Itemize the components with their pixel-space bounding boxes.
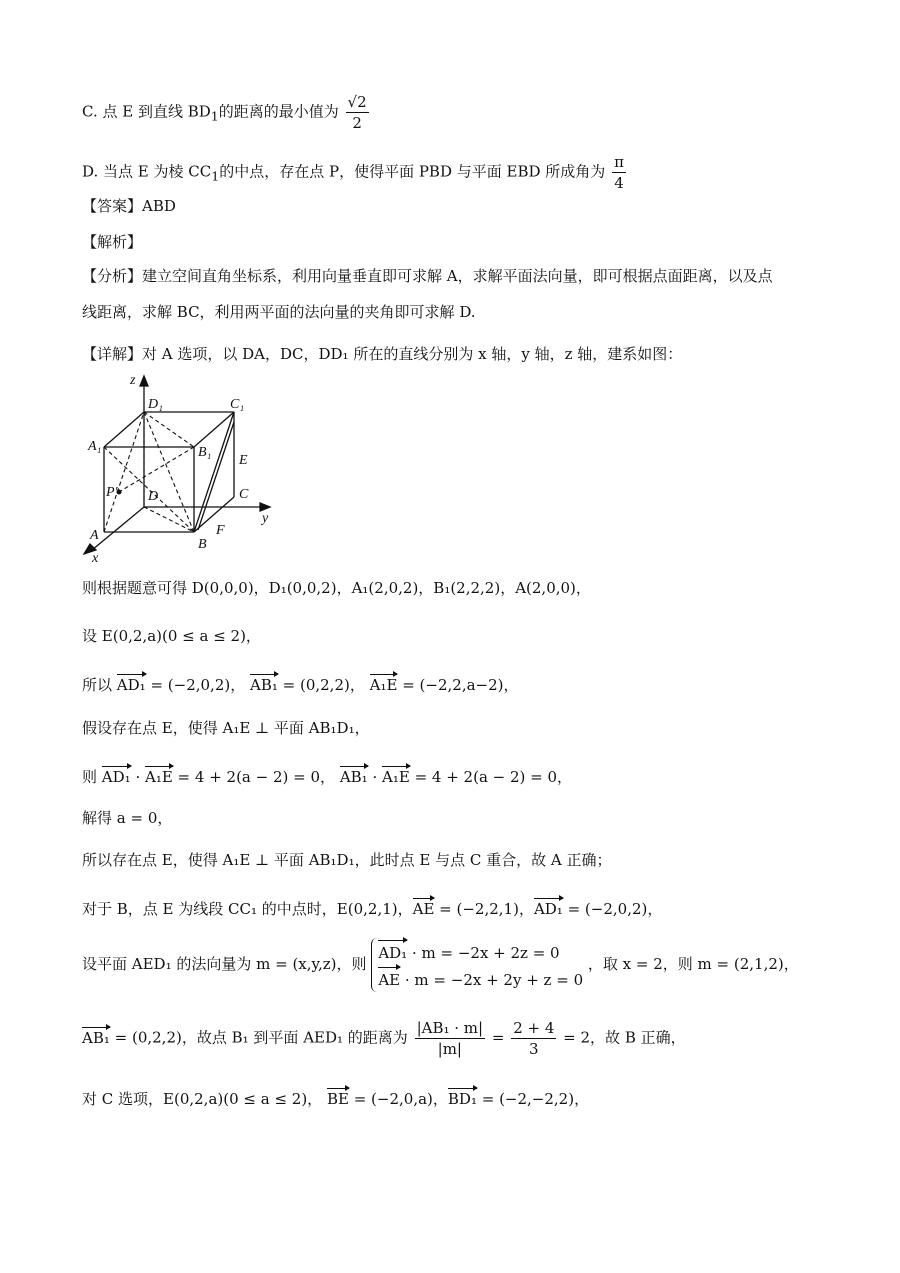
label-x: x [92, 551, 99, 562]
equation-1 [378, 938, 583, 965]
solve-line: 解得 a = 0， [82, 809, 173, 827]
cube-figure [74, 372, 284, 562]
label-A: A [90, 528, 99, 543]
assume-line: 假设存在点 E，使得 A₁E ⊥ 平面 AB₁D₁， [82, 719, 370, 737]
frac-den: 2 [352, 114, 362, 132]
vector-BD1-value: = (−2,−2,2)， [476, 1090, 590, 1108]
x-axis-line [92, 507, 144, 550]
vector-AD1-value: = (−2,0,2)， [562, 900, 663, 918]
conclusion-a-line: 所以存在点 E，使得 A₁E ⊥ 平面 AB₁D₁，此时点 E 与点 C 重合，故 A 正确； [82, 851, 612, 869]
vector-AE: AE [413, 896, 435, 919]
for-b-prefix: 对于 B，点 E 为线段 CC₁ 的中点时，E(0,2,1)， [82, 900, 413, 918]
normal-prefix: 设平面 AED₁ 的法向量为 m = (x,y,z)，则 [82, 955, 367, 973]
normal-vector-line [82, 938, 799, 992]
distance-prefix: = (0,2,2)，故点 B₁ 到平面 AED₁ 的距离为 [109, 1028, 408, 1047]
for-c-line [82, 1086, 589, 1109]
label-D1: D₁ [148, 397, 163, 412]
vector-AD1: AD₁ [102, 764, 131, 787]
vector-A1E-value: = (−2,2,a−2)， [397, 676, 519, 694]
eq2-text: · m = −2x + 2y + z = 0 [400, 971, 584, 989]
set-e-line: 设 E(0,2,a)(0 ≤ a ≤ 2)， [82, 627, 261, 645]
answer-line: 【答案】ABD [82, 197, 176, 215]
option-c-text: C. 点 E 到直线 BD [82, 102, 211, 121]
coords-line: 则根据题意可得 D(0,0,0)，D₁(0,0,2)，A₁(2,0,2)，B₁(2,2,2)，A(2,0,0)， [82, 579, 591, 597]
vector-AE-value: = (−2,2,1)， [434, 900, 534, 918]
dash-B1P [119, 447, 194, 492]
vector-AB1: AB₁ [340, 764, 368, 787]
option-d-text-2: 的中点，存在点 P，使得平面 PBD 与平面 EBD 所成角为 [219, 162, 606, 181]
distance-fraction [415, 1018, 486, 1059]
vectors-prefix: 所以 [82, 676, 113, 694]
vector-AB1: AB₁ [82, 1025, 110, 1048]
vector-AE: AE [378, 965, 400, 992]
vector-BD1: BD₁ [448, 1086, 477, 1109]
vector-BE: BE [327, 1086, 349, 1109]
label-z: z [130, 373, 136, 388]
frac-num: 2 + 4 [513, 1019, 555, 1037]
fenxi-line-2: 线距离，求解 BC，利用两平面的法向量的夹角即可求解 D. [82, 303, 476, 321]
vector-AD1: AD₁ [378, 938, 407, 965]
label-D: D [148, 489, 159, 504]
frac-num: |AB₁ · m| [416, 1019, 484, 1037]
label-C1: C₁ [230, 397, 245, 412]
frac-den: 3 [529, 1040, 539, 1058]
vector-BE-value: = (−2,0,a)， [348, 1090, 448, 1108]
vector-AB1: AB₁ [250, 672, 278, 695]
for-c-prefix: 对 C 选项，E(0,2,a)(0 ≤ a ≤ 2)， [82, 1090, 323, 1108]
distance-post: = 2，故 B 正确， [558, 1028, 686, 1047]
frac-den: |m| [437, 1040, 462, 1058]
fraction-sqrt2-over-2 [346, 92, 369, 133]
vector-A1E: A₁E [370, 672, 398, 695]
label-B: B [198, 537, 207, 552]
distance-line [82, 1018, 686, 1059]
equation-2 [378, 965, 583, 992]
option-d-text: D. 当点 E 为棱 CC [82, 162, 212, 181]
for-b-line [82, 896, 662, 919]
label-P: P′ [106, 485, 118, 500]
xiangjie-line: 【详解】对 A 选项，以 DA，DC，DD₁ 所在的直线分别为 x 轴，y 轴，z 轴，建系如图： [82, 345, 683, 363]
y-axis-arrow [260, 503, 270, 511]
frac-den: 4 [614, 174, 624, 192]
vector-AD1-value: = (−2,0,2)， [145, 676, 246, 694]
equation-system [371, 938, 583, 992]
equals: = [487, 1028, 510, 1047]
option-d: D. 当点 E 为棱 $CC_1$的中点，存在点 P，使得平面 PBD 与平面 EBD 所成角为 $\frac{\pi}{4}$ [82, 153, 624, 192]
distance-fraction-2 [511, 1018, 556, 1059]
analysis-heading: 【解析】 [82, 233, 143, 251]
eq1-text: · m = −2x + 2z = 0 [407, 944, 560, 962]
dot-prefix: 则 [82, 768, 98, 786]
fraction-pi-over-4 [612, 152, 626, 193]
dot-product-line: 则 AD₁ · A₁E = 4 + 2(a − 2) = 0， AB₁ · A₁E = 4 + 2(a − 2) = 0， [82, 764, 572, 787]
dash-D1B1 [144, 412, 194, 447]
normal-post: ，取 x = 2，则 m = (2,1,2)， [587, 955, 799, 973]
fenxi-line-1: 【分析】建立空间直角坐标系，利用向量垂直即可求解 A，求解平面法向量，即可根据点面距离，以及点 [82, 267, 773, 285]
dot2-value: = 4 + 2(a − 2) = 0， [409, 768, 573, 786]
label-y: y [262, 511, 269, 526]
frac-num: π [614, 153, 624, 171]
vector-AD1: AD₁ [117, 672, 146, 695]
label-B1: B₁ [198, 445, 212, 460]
vector-A1E: A₁E [145, 764, 173, 787]
frac-num: √2 [347, 93, 367, 111]
option-c: C. 点 E 到直线 $BD_1$的距离的最小值为 $\frac{√2}{2}$ [82, 93, 367, 132]
z-axis-arrow [140, 376, 148, 386]
vector-AB1-value: = (0,2,2)， [277, 676, 365, 694]
dot1-value: = 4 + 2(a − 2) = 0， [172, 768, 336, 786]
dash-DB [144, 507, 194, 532]
vector-A1E: A₁E [382, 764, 410, 787]
label-E: E [239, 453, 248, 468]
vectors-line [82, 672, 519, 695]
label-C: C [239, 487, 249, 502]
label-F: F [216, 523, 225, 538]
vector-AD1: AD₁ [534, 896, 563, 919]
label-A1: A₁ [88, 439, 102, 454]
option-c-text-2: 的距离的最小值为 [218, 102, 339, 121]
